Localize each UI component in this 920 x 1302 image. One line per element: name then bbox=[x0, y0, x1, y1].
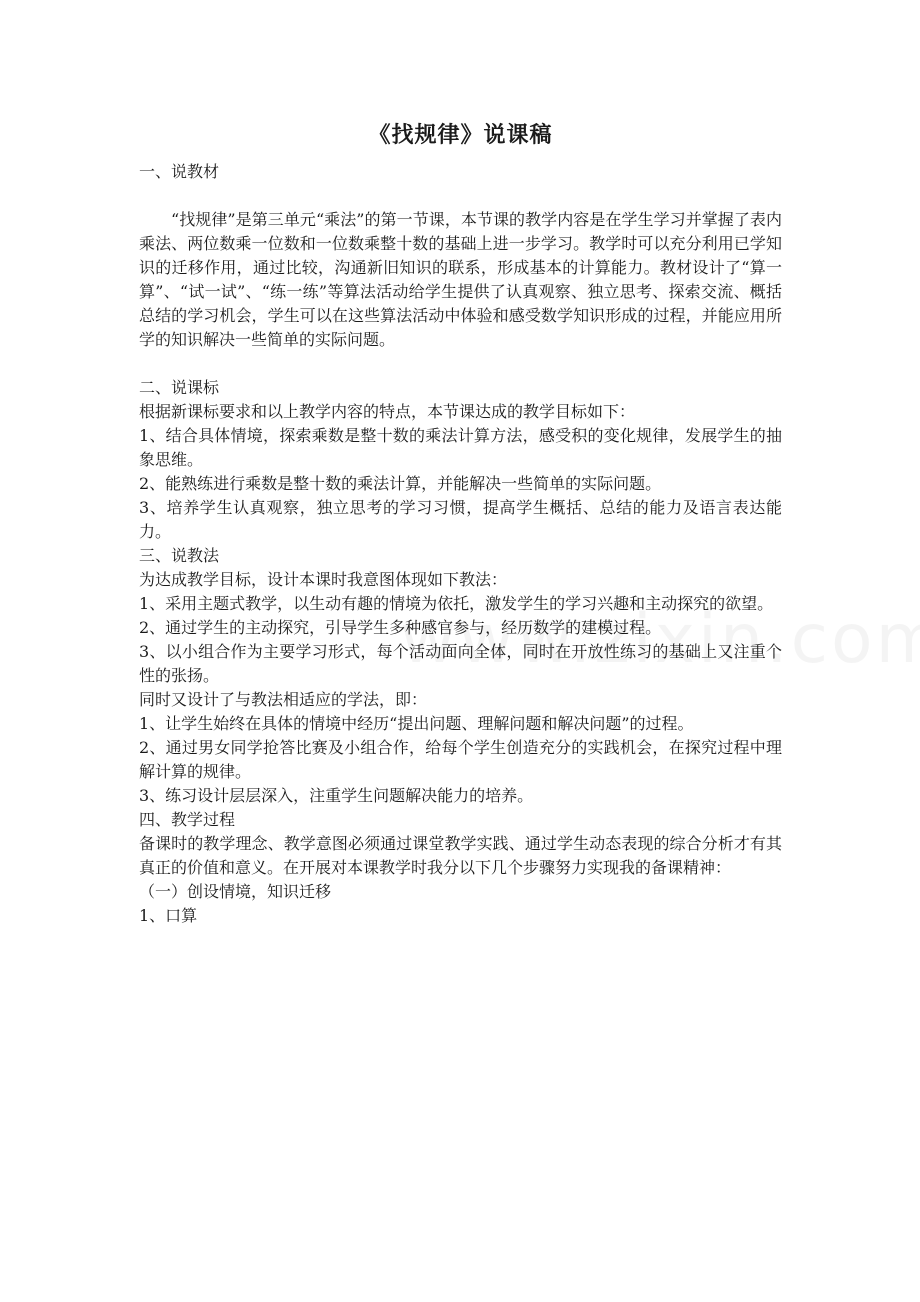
textbook-paragraph: “找规律”是第三单元“乘法”的第一节课，本节课的教学内容是在学生学习并掌握了表内乘法、两位数乘一位数和一位数乘整十数的基础上进一步学习。教学时可以充分利用已学知识的迁移作用，通过比较，沟通新旧知识的联系，形成基本的计算能力。教材设计了“算一算”、“试一试”、“练一练”等算法活动给学生提供了认真观察、独立思考、探索交流、概括总结的学习机会，学生可以在这些算法活动中体验和感受数学知识形成的过程，并能应用所学的知识解决一些简单的实际问题。 bbox=[139, 210, 782, 349]
document-title: 《找规律》说课稿 bbox=[368, 123, 553, 148]
learning-method-item: 2、通过男女同学抢答比赛及小组合作，给每个学生创造充分的实践机会，在探究过程中理解计算的规律。 bbox=[139, 738, 782, 781]
curriculum-goal-item: 2、能熟练进行乘数是整十数的乘法计算，并能解决一些简单的实际问题。 bbox=[139, 474, 662, 493]
method-item: 3、以小组合作为主要学习形式，每个活动面向全体，同时在开放性练习的基础上又注重个性的张扬。 bbox=[139, 642, 782, 685]
section-heading-textbook: 一、说教材 bbox=[139, 162, 220, 181]
section-heading-method: 三、说教法 bbox=[139, 546, 220, 565]
curriculum-goal-item: 1、结合具体情境，探索乘数是整十数的乘法计算方法，感受积的变化规律，发展学生的抽象思维。 bbox=[139, 426, 782, 469]
learning-method-intro: 同时又设计了与教法相适应的学法，即： bbox=[139, 690, 428, 709]
learning-method-item: 3、练习设计层层深入，注重学生问题解决能力的培养。 bbox=[139, 786, 534, 805]
learning-method-item: 1、让学生始终在具体的情境中经历“提出问题、理解问题和解决问题”的过程。 bbox=[139, 714, 694, 733]
method-item: 2、通过学生的主动探究，引导学生多种感官参与，经历数学的建模过程。 bbox=[139, 618, 662, 637]
section-heading-curriculum: 二、说课标 bbox=[139, 378, 220, 397]
process-paragraph: 备课时的教学理念、教学意图必须通过课堂教学实践、通过学生动态表现的综合分析才有其真正的价值和意义。在开展对本课教学时我分以下几个步骤努力实现我的备课精神： bbox=[139, 834, 782, 877]
method-item: 1、采用主题式教学，以生动有趣的情境为依托，激发学生的学习兴趣和主动探究的欲望。 bbox=[139, 594, 774, 613]
process-subheading: （一）创设情境，知识迁移 bbox=[139, 882, 332, 901]
curriculum-intro: 根据新课标要求和以上教学内容的特点，本节课达成的教学目标如下： bbox=[139, 402, 636, 421]
method-intro: 为达成教学目标，设计本课时我意图体现如下教法： bbox=[139, 570, 508, 589]
document-page bbox=[139, 118, 782, 928]
curriculum-goal-item: 3、培养学生认真观察，独立思考的学习习惯，提高学生概括、总结的能力及语言表达能力。 bbox=[139, 498, 782, 541]
section-heading-process: 四、教学过程 bbox=[139, 810, 236, 829]
process-sub-item: 1、口算 bbox=[139, 906, 198, 925]
